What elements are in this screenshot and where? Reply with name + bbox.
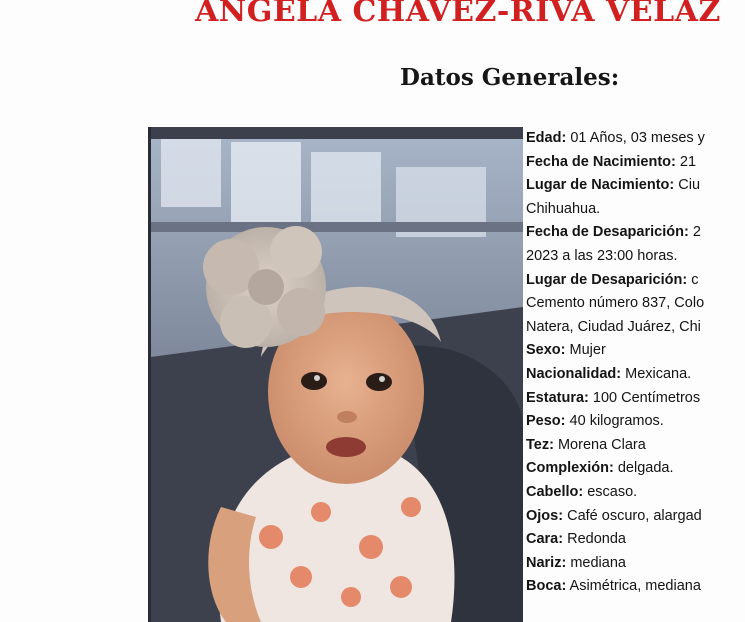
field-boca <box>526 575 745 599</box>
field-estatura <box>526 387 745 411</box>
field-edad <box>526 127 745 151</box>
field-value: 21 <box>679 153 697 170</box>
field-value: Asimétrica, mediana <box>569 578 701 595</box>
field-label: Lugar de Nacimiento: <box>526 177 675 194</box>
field-value: c <box>691 271 699 288</box>
field-complexion <box>526 457 745 481</box>
general-data-list <box>526 127 745 599</box>
field-lugar-desaparicion-cont-1 <box>526 292 745 316</box>
field-lugar-nacimiento <box>526 174 745 198</box>
field-label: Nariz: <box>526 554 567 571</box>
field-label: Fecha de Nacimiento: <box>526 153 676 170</box>
field-value: Natera, Ciudad Juárez, Chi <box>526 318 701 335</box>
field-label: Complexión: <box>526 460 614 477</box>
field-lugar-nacimiento-cont <box>526 198 745 222</box>
field-value: Café oscuro, alargad <box>567 507 702 524</box>
field-value: 100 Centímetros <box>592 389 701 406</box>
field-ojos <box>526 505 745 529</box>
field-value: Ciu <box>678 177 701 194</box>
field-lugar-desaparicion <box>526 269 745 293</box>
child-photo <box>148 127 523 622</box>
field-fecha-nacimiento <box>526 151 745 175</box>
section-heading: Datos Generales: <box>400 64 620 91</box>
field-value: delgada. <box>617 460 674 477</box>
field-sexo <box>526 339 745 363</box>
field-label: Edad: <box>526 130 567 146</box>
field-label: Fecha de Desaparición: <box>526 224 689 241</box>
field-tez <box>526 434 745 458</box>
field-label: Tez: <box>526 436 554 453</box>
field-label: Ojos: <box>526 507 564 524</box>
field-value: 2 <box>692 224 701 241</box>
field-value: Morena Clara <box>557 436 646 453</box>
field-label: Estatura: <box>526 389 589 406</box>
field-value: Redonda <box>567 531 626 548</box>
field-value: 40 kilogramos. <box>569 413 664 430</box>
field-label: Peso: <box>526 413 566 430</box>
field-value: Mujer <box>569 342 606 359</box>
field-label: Nacionalidad: <box>526 365 622 382</box>
field-label: Lugar de Desaparición: <box>526 271 688 288</box>
field-value: mediana <box>570 554 626 571</box>
field-nacionalidad <box>526 363 745 387</box>
field-label: Sexo: <box>526 342 566 359</box>
field-value: Mexicana. <box>625 365 692 382</box>
person-name-heading: ANGELA CHAVEZ-RIVA VELAZ <box>195 0 721 29</box>
field-cara <box>526 528 745 552</box>
field-peso <box>526 410 745 434</box>
field-value: Chihuahua. <box>526 200 601 217</box>
field-fecha-desaparicion-cont <box>526 245 745 269</box>
field-lugar-desaparicion-cont-2 <box>526 316 745 340</box>
field-label: Cabello: <box>526 483 584 500</box>
field-value: Cemento número 837, Colo <box>526 295 705 312</box>
field-value: escaso. <box>587 483 638 500</box>
field-label: Cara: <box>526 531 564 548</box>
field-value: 01 Años, 03 meses y <box>570 130 705 146</box>
field-nariz <box>526 552 745 576</box>
field-label: Boca: <box>526 578 567 595</box>
field-value: 2023 a las 23:00 horas. <box>526 247 678 264</box>
field-cabello <box>526 481 745 505</box>
field-fecha-desaparicion <box>526 221 745 245</box>
